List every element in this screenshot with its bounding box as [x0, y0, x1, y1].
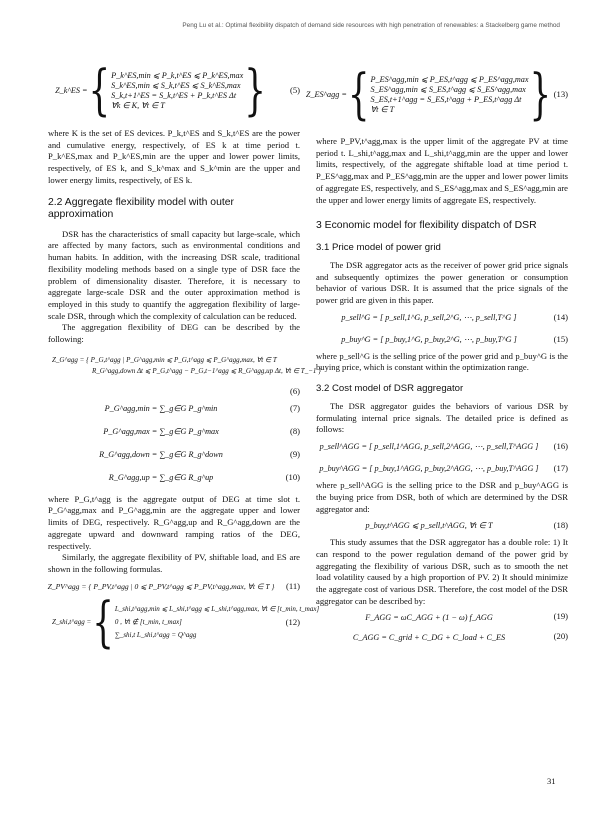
eq6-number: (6): [289, 385, 300, 396]
equation-11: [48, 576, 300, 598]
eq20-number: (20): [553, 631, 568, 642]
eq18-number: (18): [553, 520, 568, 531]
eq12-line-3: ∑_shi,t L_shi,t^agg = Q^agg: [114, 631, 197, 640]
paragraph: where P_G,t^agg is the aggregate output of DEG at time slot t. P_G^agg,max and P_G^agg,min are the aggregate upper and lower limits of DEG, respectively. R_G^agg,up and R_G^agg,down are the aggregate upward and downward ramping ratios of the DEG, respectively.: [48, 493, 300, 551]
eq5-number: (5): [289, 85, 300, 96]
eq14-body: p_sell^G = [ p_sell,1^G, p_sell,2^G, ⋯, p_sell,T^G ]: [341, 312, 517, 322]
right-column: [305, 60, 568, 647]
eq5-line-1: P_k^ES,min ⩽ P_k,t^ES ⩽ P_k^ES,max: [111, 71, 244, 80]
section-heading: 3 Economic model for flexibility dispatch of DSR: [316, 220, 537, 232]
equation-8: [48, 421, 300, 444]
left-column: [47, 59, 321, 655]
eq18-body: p_buy,t^AGG ⩽ p_sell,t^AGG, ∀t ∈ T: [365, 521, 493, 531]
paragraph: DSR has the characteristics of small capacity but large-scale, which are affected by many factors, such as environmental conditions and human habits. In addition, with the increasing DSR scale, traditional flexibility modeling methods based on a single type of DSR face the problem of dimensionality disaster. Therefore, it is necessary to aggregate large-scale DSR and the outer approximation method is employed in this study to quantify the aggregation flexibility of large-scale DSR, through which the complexity of calculation can be reduced.: [48, 228, 300, 321]
paragraph: where K is the set of ES devices. P_k,t^ES and S_k,t^ES are the power and cumulative energy, respectively, of ES k at time period t. P_k^ES,max and P_k^ES,min are the upper and lower power limits, respectively, of ES k, and S_k^max and S_k^min are the upper and lower energy limits, respectively, of ES k.: [48, 128, 300, 185]
eq16-number: (16): [553, 441, 568, 452]
eq8-body: P_G^agg,max = ∑_g∈G P_g^max: [103, 427, 219, 437]
paragraph: The DSR aggregator guides the behaviors of various DSR by formulating internal price signals. The detailed price is defined as follows:: [316, 401, 568, 435]
eq12-line-2: 0 , ∀t ∉ [t_min, t_max]: [114, 618, 182, 627]
eq17-number: (17): [553, 463, 568, 474]
eq5-line-3: S_k,t+1^ES = S_k,t^ES + P_k,t^ES Δt: [111, 91, 237, 100]
eq8-number: (8): [289, 426, 300, 437]
eq13-line-3: S_ES,t+1^agg = S_ES,t^agg + P_ES,t^agg Δt: [370, 95, 522, 104]
equation-18: [316, 515, 568, 537]
equation-17: [316, 458, 568, 480]
eq17-body: p_buy^AGG = [ p_buy,1^AGG, p_buy,2^AGG, ⋯, p_buy,T^AGG ]: [319, 464, 539, 474]
eq5-lhs: Z_k^ES =: [55, 86, 88, 96]
subsection-heading: 3.1 Price model of power grid: [316, 241, 441, 253]
eq15-number: (15): [553, 333, 568, 344]
equation-7: [48, 398, 300, 421]
eq9-body: R_G^agg,down = ∑_g∈G R_g^down: [99, 450, 223, 460]
page-number: 31: [547, 776, 556, 786]
eq10-body: R_G^agg,up = ∑_g∈G R_g^up: [108, 473, 214, 483]
eq6-line-2: R_G^agg,down Δt ⩽ P_G,t^agg − P_G,t−1^agg ⩽ R_G^agg,up Δt, ∀t ∈ T_−1 }: [92, 366, 321, 375]
equation-6: [48, 346, 321, 386]
eq7-number: (7): [289, 403, 300, 414]
eq6-line-1: Z_G^agg = { P_G,t^agg | P_G^agg,min ⩽ P_G,t^agg ⩽ P_G^agg,max, ∀t ∈ T: [52, 355, 277, 364]
eq19-number: (19): [553, 611, 568, 622]
eq16-body: p_sell^AGG = [ p_sell,1^AGG, p_sell,2^AGG, ⋯, p_sell,T^AGG ]: [319, 442, 539, 452]
equation-15: [316, 329, 568, 351]
equation-6-number-row: [48, 386, 300, 398]
subsection-heading: 3.2 Cost model of DSR aggregator: [316, 383, 464, 395]
eq13-number: (13): [553, 89, 568, 100]
eq13-line-1: P_ES^agg,min ⩽ P_ES,t^agg ⩽ P_ES^agg,max: [370, 75, 529, 84]
running-header: Peng Lu et al.: Optimal flexibility dispatch of demand side resources with high penetration of renewables: a Stackelberg game method: [182, 22, 560, 29]
section-heading: 2.2 Aggregate flexibility model with outer approximation: [48, 196, 234, 221]
eq11-body: Z_PV^agg = { P_PV,t^agg | 0 ⩽ P_PV,t^agg ⩽ P_PV,t^agg,max, ∀t ∈ T }: [47, 581, 275, 591]
equation-19: [316, 607, 568, 627]
eq7-body: P_G^agg,min = ∑_g∈G P_g^min: [104, 404, 218, 414]
eq12-line-1: L_shi,t^agg,min ⩽ L_shi,t^agg ⩽ L_shi,t^agg,max, ∀t ∈ [t_min, t_max]: [114, 605, 320, 614]
equation-5: Z_k^ES = { P_k^ES,min ⩽ P_k,t^ES ⩽ P_k^ES,max S_k^ES,min ⩽ S_k,t^ES ⩽ S_k^ES,max S_k,t+1^ES = S_k,t^ES + P_k,t^ES Δt ∀k ∈ K, ∀t ∈ T } (5): [55, 59, 300, 123]
paragraph: The DSR aggregator acts as the receiver of power grid price signals and subsequently optimizes the power generation or consumption behavior of various DSR. It is assumed that the price signals of the power grid are given in this paper.: [316, 259, 568, 305]
eq12-lhs: Z_shi,t^agg =: [52, 617, 92, 626]
eq14-number: (14): [553, 311, 568, 322]
paragraph: where p_sell^AGG is the selling price to the DSR and p_buy^AGG is the buying price from DSR, both of which are determined by the DSR aggregator and:: [316, 480, 568, 514]
eq13-line-2: S_ES^agg,min ⩽ S_ES,t^agg ⩽ S_ES^agg,max: [370, 85, 526, 94]
paragraph: where p_sell^G is the selling price of the power grid and p_buy^G is the buying price, which is constant within the optimization range.: [316, 350, 568, 373]
eq19-body: F_AGG = ωC_AGG + (1 − ω) f_AGG: [365, 612, 493, 622]
eq13-lhs: Z_ES^agg =: [305, 90, 347, 100]
eq9-number: (9): [289, 449, 300, 460]
equation-20: [316, 627, 568, 647]
eq5-line-4: ∀k ∈ K, ∀t ∈ T: [111, 101, 165, 110]
equation-9: [48, 444, 300, 467]
paragraph: This study assumes that the DSR aggregator has a double role: 1) It can respond to the power regulation demand of the power grid by aggregating the flexibility of various DSR, such as to smooth the net load volatility caused by a high proportion of PV. 2) It should minimize the aggregate cost of various DSR. Therefore, the cost model of the DSR aggregator can be described by:: [316, 537, 568, 606]
eq13-line-4: ∀t ∈ T: [370, 105, 395, 114]
equation-16: [316, 436, 568, 458]
eq5-line-2: S_k^ES,min ⩽ S_k,t^ES ⩽ S_k^ES,max: [111, 81, 241, 90]
eq12-number: (12): [285, 616, 300, 627]
paragraph: where P_PV,t^agg,max is the upper limit of the aggregate PV at time period t. L_shi,t^agg,max and L_shi,t^agg,min are the upper and lower limits, respectively, of the aggregate shiftable load at time period t. P_ES^agg,max and P_ES^agg,min are the upper and lower power limits of aggregate ES, respectively, and S_ES^agg,max and S_ES^agg,min are the upper and lower energy limits of aggregate ES, respectively.: [316, 136, 568, 205]
eq10-number: (10): [285, 472, 300, 483]
eq11-number: (11): [286, 580, 300, 591]
paragraph: Similarly, the aggregate flexibility of PV, shiftable load, and ES are shown in the following formulas.: [48, 552, 300, 574]
eq15-body: p_buy^G = [ p_buy,1^G, p_buy,2^G, ⋯, p_buy,T^G ]: [341, 334, 517, 344]
paragraph: The aggregation flexibility of DEG can be described by the following:: [48, 322, 300, 345]
equation-10: [48, 467, 300, 490]
equation-12: Z_shi,t^agg = { L_shi,t^agg,min ⩽ L_shi,t^agg ⩽ L_shi,t^agg,max, ∀t ∈ [t_min, t_max] 0 , ∀t ∉ [t_min, t_max] ∑_shi,t L_shi,t^agg = Q^agg (12): [52, 590, 320, 655]
equation-14: [316, 307, 568, 329]
eq20-body: C_AGG = C_grid + C_DG + C_load + C_ES: [352, 632, 506, 642]
equation-13: Z_ES^agg = { P_ES^agg,min ⩽ P_ES,t^agg ⩽ P_ES^agg,max S_ES^agg,min ⩽ S_ES,t^agg ⩽ S_ES^agg,max S_ES,t+1^agg = S_ES,t^agg + P_ES,t^agg Δt ∀t ∈ T } (13): [305, 63, 568, 127]
